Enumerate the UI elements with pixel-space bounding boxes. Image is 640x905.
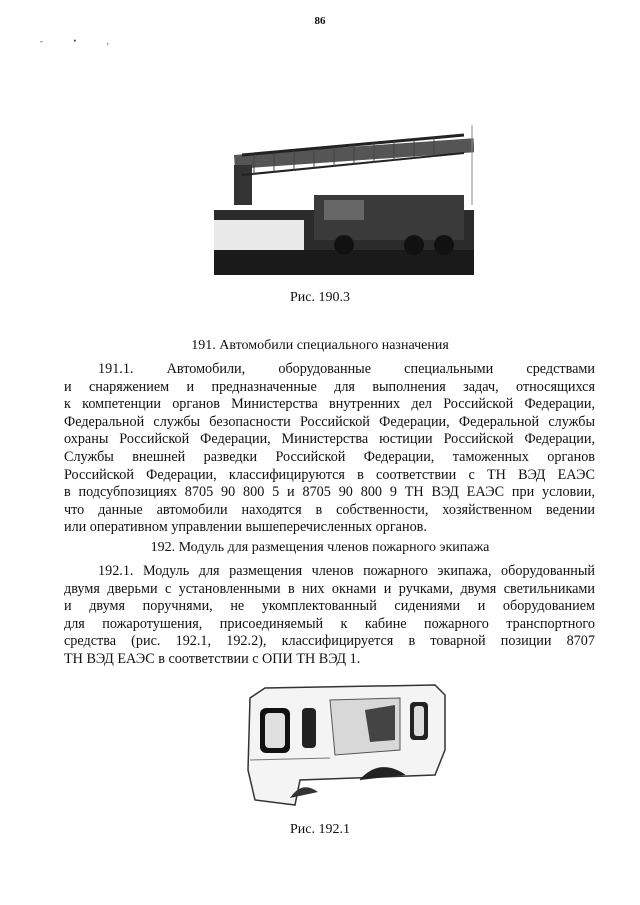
text-line: средства (рис. 192.1, 192.2), классифицируется в товарной позиции 8707 [64,633,595,650]
section-heading: 191. Автомобили специального назначения [191,338,449,353]
special-vehicle-photo [214,125,474,275]
text-line: двумя дверьми с установленными в них окнами и ручками, двумя светильниками [64,580,595,597]
text-line: Службы внешней разведки Российской Федерации, таможенных органов [64,448,595,465]
text-line: Федеральной службы безопасности Российской Федерации, Федеральной службы [64,413,595,430]
text-line: Российской Федерации, классифицируются в соответствии с ТН ВЭД ЕАЭС [64,466,595,483]
section-paragraph [64,563,595,669]
text-line: 192.1. Модуль для размещения членов пожарного экипажа, оборудованный [98,563,595,579]
text-line: и двумя поручнями, не укомплектованный сидениями и оборудованием [64,598,595,615]
text-line: и снаряжением и предназначенные для выполнения задач, относящихся [64,378,595,395]
text-line: охраны Российской Федерации, Министерства юстиции Российской Федерации, [64,431,595,448]
figure-caption: Рис. 192.1 [290,822,350,837]
scan-marks: - • , [40,36,123,46]
section-paragraph [64,361,595,537]
page-number: 86 [314,15,326,27]
crew-module-photo [240,680,450,810]
text-line: или оперативном управлении вышеперечисленных органов. [64,519,427,536]
text-line: 191.1. Автомобили, оборудованные специальными средствами [98,361,595,377]
section-heading: 192. Модуль для размещения членов пожарного экипажа [150,540,490,555]
text-line: что данные автомобили находятся в собственности, хозяйственном ведении [64,501,595,518]
text-line: для пожаротушения, присоединяемый к кабине пожарного транспортного [64,615,595,632]
text-line: ТН ВЭД ЕАЭС в соответствии с ОПИ ТН ВЭД 1. [64,650,361,667]
text-line: в подсубпозициях 8705 90 800 5 и 8705 90 800 9 ТН ВЭД ЕАЭС при условии, [64,484,595,501]
text-line: к компетенции органов Министерства внутренних дел Российской Федерации, [64,396,595,413]
figure-caption: Рис. 190.3 [290,290,350,305]
